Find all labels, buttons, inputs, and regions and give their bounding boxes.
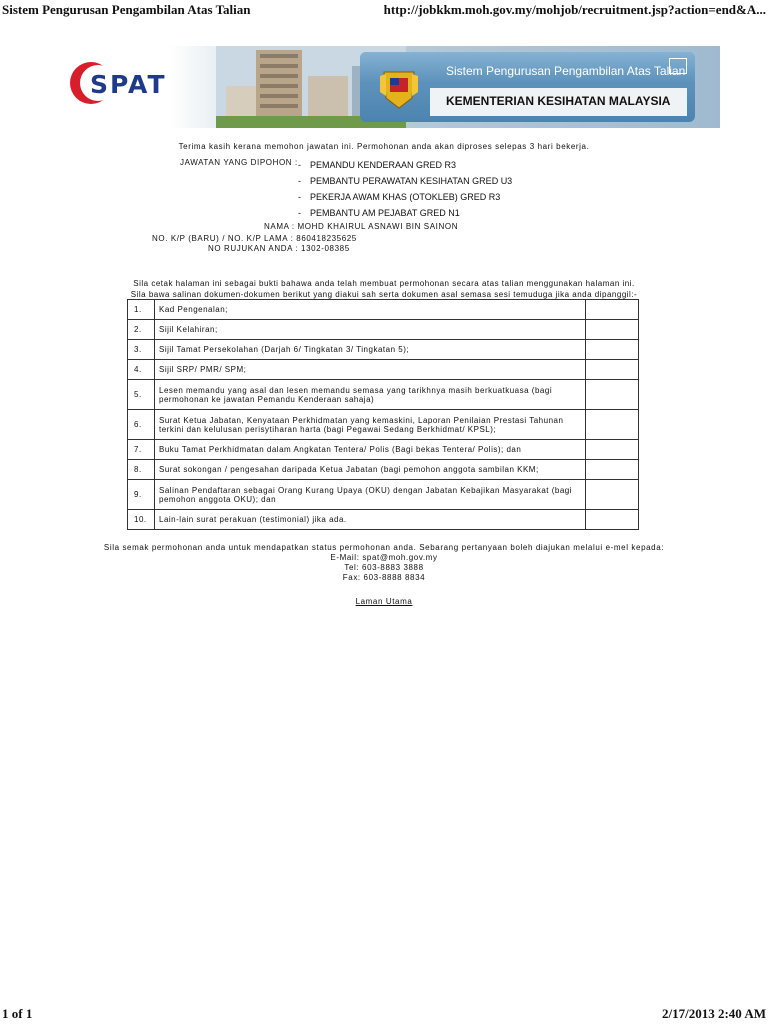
checkbox-cell — [586, 300, 639, 320]
checkbox-cell — [586, 440, 639, 460]
doc-text: Lain-lain surat perakuan (testimonial) jika ada. — [155, 510, 586, 530]
contact-intro: Sila semak permohonan anda untuk mendapatkan status permohonan anda. Sebarang pertanyaan boleh diajukan melalui e-mel kepada: — [103, 543, 665, 552]
contact-email: E-Mail: spat@moh.gov.my — [330, 553, 438, 562]
doc-number: 3. — [128, 340, 155, 360]
reference-number: NO RUJUKAN ANDA : 1302-08385 — [208, 244, 350, 253]
table-row — [128, 340, 639, 360]
table-row — [128, 300, 639, 320]
table-row — [128, 320, 639, 340]
doc-text: Sijil Kelahiran; — [155, 320, 586, 340]
doc-text: Surat Ketua Jabatan, Kenyataan Perkhidmatan yang kemaskini, Laporan Penilaian Prestasi Tahunan terkini dan kelulusan perisytiharan harta (bagi Pegawai Sedang Berkhidmat/ KPSL); — [155, 410, 586, 440]
home-link[interactable]: Laman Utama — [355, 597, 413, 606]
table-row — [128, 410, 639, 440]
ministry-name: KEMENTERIAN KESIHATAN MALAYSIA — [446, 94, 671, 108]
malaysia-crest-icon — [376, 62, 422, 112]
table-row — [128, 360, 639, 380]
checkbox-cell — [586, 480, 639, 510]
doc-text: Lesen memandu yang asal dan lesen memandu semasa yang tarikhnya masih berkuatkuasa (bagi permohonan ke jawatan Pemandu Kenderaan sahaja) — [155, 380, 586, 410]
checkbox-cell — [586, 510, 639, 530]
position-item: - PEMANDU KENDERAAN GRED R3 — [298, 160, 457, 170]
doc-number: 4. — [128, 360, 155, 380]
instruction-print: Sila cetak halaman ini sebagai bukti bahawa anda telah membuat permohonan secara atas talian menggunakan halaman ini. — [133, 279, 635, 288]
documents-table — [127, 299, 639, 530]
doc-number: 6. — [128, 410, 155, 440]
doc-text: Buku Tamat Perkhidmatan dalam Angkatan Tentera/ Polis (Bagi bekas Tentera/ Polis); dan — [155, 440, 586, 460]
contact-info — [0, 543, 768, 583]
instruction-documents: Sila bawa salinan dokumen-dokumen berikut yang diakui sah serta dokumen asal semasa sesi temuduga jika anda dipanggil:- — [130, 290, 638, 299]
position-item: - PEKERJA AWAM KHAS (OTOKLEB) GRED R3 — [298, 192, 501, 202]
doc-number: 5. — [128, 380, 155, 410]
doc-number: 1. — [128, 300, 155, 320]
doc-text: Salinan Pendaftaran sebagai Orang Kurang Upaya (OKU) dengan Jabatan Kebajikan Masyarakat (bagi pemohon anggota OKU); dan — [155, 480, 586, 510]
applicant-name: NAMA : MOHD KHAIRUL ASNAWI BIN SAINON — [264, 222, 459, 231]
doc-number: 9. — [128, 480, 155, 510]
contact-fax: Fax: 603-8888 8834 — [342, 573, 426, 582]
table-row — [128, 440, 639, 460]
table-row — [128, 510, 639, 530]
doc-text: Surat sokongan / pengesahan daripada Ketua Jabatan (bagi pemohon anggota sambilan KKM; — [155, 460, 586, 480]
doc-number: 7. — [128, 440, 155, 460]
position-item: - PEMBANTU AM PEJABAT GRED N1 — [298, 208, 460, 218]
doc-number: 10. — [128, 510, 155, 530]
table-row — [128, 460, 639, 480]
positions-label: JAWATAN YANG DIPOHON : — [180, 158, 298, 167]
position-item: - PEMBANTU PERAWATAN KESIHATAN GRED U3 — [298, 176, 513, 186]
checkbox-cell — [586, 320, 639, 340]
table-row — [128, 480, 639, 510]
applicant-ic: NO. K/P (BARU) / NO. K/P LAMA : 860418235625 — [152, 234, 357, 243]
doc-text: Kad Pengenalan; — [155, 300, 586, 320]
checkbox-cell — [586, 340, 639, 360]
print-footer-datetime: 2/17/2013 2:40 AM — [662, 1006, 766, 1021]
checkbox-cell — [586, 360, 639, 380]
spat-logo-text: SPAT — [90, 70, 167, 99]
checkbox-cell — [586, 460, 639, 480]
site-banner — [48, 46, 720, 128]
thank-you-message: Terima kasih kerana memohon jawatan ini. Permohonan anda akan diproses selepas 3 hari bekerja. — [178, 142, 590, 151]
print-header-url: http://jobkkm.moh.gov.my/mohjob/recruitment.jsp?action=end&A... — [383, 2, 766, 17]
system-title: Sistem Pengurusan Pengambilan Atas Talian — [446, 64, 686, 78]
print-footer-page: 1 of 1 — [2, 1006, 33, 1021]
doc-number: 2. — [128, 320, 155, 340]
doc-text: Sijil Tamat Persekolahan (Darjah 6/ Tingkatan 3/ Tingkatan 5); — [155, 340, 586, 360]
doc-text: Sijil SRP/ PMR/ SPM; — [155, 360, 586, 380]
checkbox-cell — [586, 380, 639, 410]
contact-tel: Tel: 603-8883 3888 — [344, 563, 424, 572]
checkbox-cell — [586, 410, 639, 440]
window-icon — [669, 58, 687, 74]
doc-number: 8. — [128, 460, 155, 480]
positions-list — [298, 157, 512, 221]
instructions — [0, 278, 768, 300]
print-header-title: Sistem Pengurusan Pengambilan Atas Talian — [2, 2, 251, 17]
ministry-panel — [360, 52, 695, 122]
table-row — [128, 380, 639, 410]
